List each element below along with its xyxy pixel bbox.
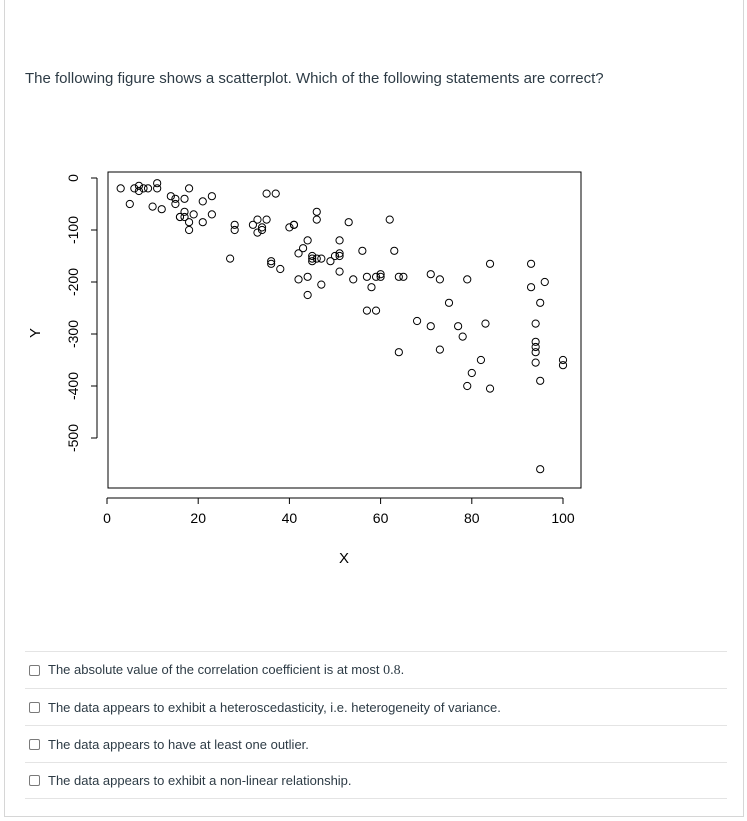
data-point <box>185 226 192 233</box>
answer-list <box>25 651 727 799</box>
answer-checkbox[interactable] <box>29 739 40 750</box>
answer-checkbox[interactable] <box>29 775 40 786</box>
data-point <box>304 273 311 280</box>
data-point <box>231 221 238 228</box>
data-point <box>350 276 357 283</box>
data-point <box>427 271 434 278</box>
question-text: The following figure shows a scatterplot. Which of the following statements are correct? <box>25 70 604 87</box>
data-point <box>413 317 420 324</box>
data-point <box>304 291 311 298</box>
scatterplot <box>0 150 747 580</box>
data-point <box>313 216 320 223</box>
data-point <box>537 466 544 473</box>
x-axis <box>103 498 575 526</box>
data-points <box>117 180 567 473</box>
data-point <box>199 198 206 205</box>
y-tick-label: -300 <box>65 319 81 349</box>
data-point <box>559 362 566 369</box>
y-tick-label: -400 <box>65 371 81 401</box>
data-point <box>185 219 192 226</box>
data-point <box>318 281 325 288</box>
answer-option-4[interactable] <box>25 762 727 799</box>
data-point <box>363 307 370 314</box>
x-tick-label: 40 <box>281 510 298 526</box>
y-tick-label: -100 <box>65 215 81 245</box>
data-point <box>436 346 443 353</box>
answer-checkbox[interactable] <box>29 665 40 676</box>
data-point <box>126 200 133 207</box>
data-point <box>117 185 124 192</box>
data-point <box>304 237 311 244</box>
data-point <box>299 245 306 252</box>
data-point <box>386 216 393 223</box>
answer-checkbox[interactable] <box>29 702 40 713</box>
data-point <box>318 255 325 262</box>
data-point <box>455 323 462 330</box>
x-tick-label: 80 <box>464 510 480 526</box>
x-tick-label: 20 <box>190 510 206 526</box>
x-axis-label: X <box>338 550 350 567</box>
data-point <box>272 190 279 197</box>
data-point <box>208 211 215 218</box>
data-point <box>158 206 165 213</box>
data-point <box>482 320 489 327</box>
plot-box <box>108 172 581 488</box>
data-point <box>181 195 188 202</box>
data-point <box>468 369 475 376</box>
data-point <box>359 247 366 254</box>
data-point <box>541 278 548 285</box>
data-point <box>464 276 471 283</box>
data-point <box>208 193 215 200</box>
data-point <box>532 338 539 345</box>
data-point <box>477 356 484 363</box>
data-point <box>537 299 544 306</box>
data-point <box>368 284 375 291</box>
data-point <box>277 265 284 272</box>
data-point <box>459 333 466 340</box>
x-tick-label: 60 <box>372 510 389 526</box>
data-point <box>336 237 343 244</box>
data-point <box>445 299 452 306</box>
answer-label: The data appears to have at least one outlier. <box>48 736 309 752</box>
data-point <box>400 273 407 280</box>
y-axis-label: Y <box>27 327 44 339</box>
data-point <box>532 320 539 327</box>
answer-option-1[interactable] <box>25 651 727 688</box>
data-point <box>190 211 197 218</box>
y-tick-label: -500 <box>65 423 81 453</box>
data-point <box>395 349 402 356</box>
data-point <box>372 307 379 314</box>
answer-label: The absolute value of the correlation coefficient is at most 0.8. <box>48 661 405 678</box>
data-point <box>149 203 156 210</box>
data-point <box>295 276 302 283</box>
data-point <box>391 247 398 254</box>
data-point <box>436 276 443 283</box>
data-point <box>532 359 539 366</box>
data-point <box>313 208 320 215</box>
data-point <box>345 219 352 226</box>
data-point <box>185 185 192 192</box>
x-tick-label: 0 <box>103 510 111 526</box>
data-point <box>464 382 471 389</box>
y-axis <box>65 174 97 452</box>
x-tick-label: 100 <box>551 510 575 526</box>
answer-label: The data appears to exhibit a heteroscedasticity, i.e. heterogeneity of variance. <box>48 699 501 715</box>
data-point <box>336 268 343 275</box>
data-point <box>527 260 534 267</box>
data-point <box>537 377 544 384</box>
data-point <box>227 255 234 262</box>
data-point <box>263 216 270 223</box>
data-point <box>427 323 434 330</box>
data-point <box>527 284 534 291</box>
data-point <box>199 219 206 226</box>
data-point <box>363 273 370 280</box>
data-point <box>486 260 493 267</box>
y-tick-label: 0 <box>65 174 81 182</box>
answer-option-2[interactable] <box>25 688 727 725</box>
y-tick-label: -200 <box>65 267 81 297</box>
answer-label: The data appears to exhibit a non-linear relationship. <box>48 773 352 788</box>
answer-option-3[interactable] <box>25 725 727 762</box>
data-point <box>254 216 261 223</box>
data-point <box>154 180 161 187</box>
data-point <box>263 190 270 197</box>
data-point <box>144 185 151 192</box>
data-point <box>486 385 493 392</box>
